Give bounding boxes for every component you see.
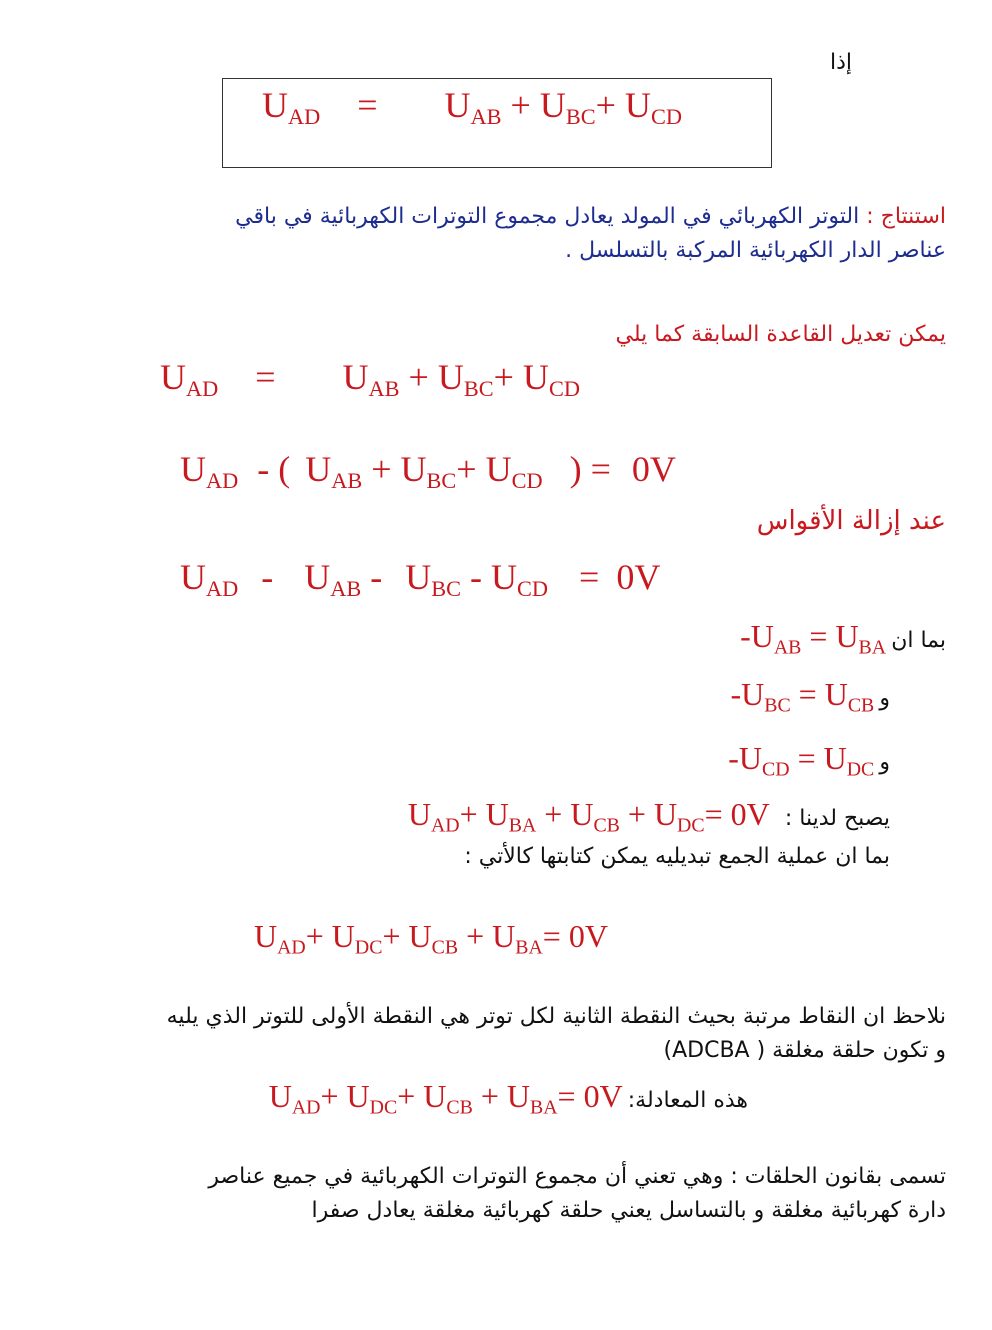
becomes-label: يصبح لدينا : [784,806,890,831]
equation-4: $U_{AD} - U_{AB} - U_{BC} - U_{CD} = 0V$ [180,557,661,602]
loop-law-line-1: تسمى بقانون الحلقات : وهي تعني أن مجموع التوترات الكهربائية في جميع عناصر [208,1164,946,1189]
loop-law-paragraph [46,1160,946,1228]
remove-parens-heading: عند إزالة الأقواس [756,506,946,536]
this-equation: $U_{AD}+ U_{DC}+ U_{CB} + U_{BA}= 0V$ [268,1078,623,1119]
boxed-equation: $U_{AD} = U_{AB} + U_{BC}+ U_{CD}$ [262,85,682,130]
since-3-equation: $-U_{CD} = U_{DC}$ [728,740,875,781]
notice-paragraph [26,1000,946,1068]
conclusion-paragraph [86,200,946,268]
modify-heading: يمكن تعديل القاعدة السابقة كما يلي [615,322,946,347]
since-1-equation: $-U_{AB} = U_{BA}$ [740,618,887,659]
since-3-label: و [879,750,890,775]
conclusion-label: استنتاج : [866,204,946,229]
commutative-note: بما ان عملية الجمع تبديليه يمكن كتابتها كالأتي : [464,844,890,869]
since-1-label: بما ان [891,628,946,653]
notice-line-1: نلاحظ ان النقاط مرتبة بحيث النقطة الثانية لكل توتر هي النقطة الأولى للتوتر الذي يليه [166,1004,946,1029]
intro-word: إذا [829,50,852,75]
becomes-equation: $U_{AD}+ U_{BA} + U_{CB} + U_{DC}= 0V$ [407,796,770,837]
since-line-3 [728,740,890,781]
conclusion-line-2: عناصر الدار الكهربائية المركبة بالتسلسل . [565,238,946,263]
loop-law-line-2: دارة كهربائية مغلقة و بالتساسل يعني حلقة كهربائية مغلقة يعادل صفرا [311,1198,946,1223]
notice-line-2: و تكون حلقة مغلقة ( ADCBA) [663,1038,946,1063]
since-line-2 [730,676,890,717]
equation-3: $U_{AD}$ - ( $U_{AB} + U_{BC}+ U_{CD}$ ) = 0V [180,449,676,494]
equation-5: $U_{AD}+ U_{DC}+ U_{CB} + U_{BA}= 0V$ [254,918,608,959]
since-line-1 [740,618,946,659]
this-equation-label: هذه المعادلة: [627,1088,748,1113]
conclusion-line-1: استنتاج : التوتر الكهربائي في المولد يعادل مجموع التوترات الكهربائية في باقي [235,204,946,229]
becomes-line [408,796,890,837]
since-2-equation: $-U_{BC} = U_{CB}$ [730,676,875,717]
equation-2: $U_{AD} = U_{AB} + U_{BC}+ U_{CD}$ [160,357,580,402]
this-equation-line [269,1078,748,1119]
since-2-label: و [879,686,890,711]
